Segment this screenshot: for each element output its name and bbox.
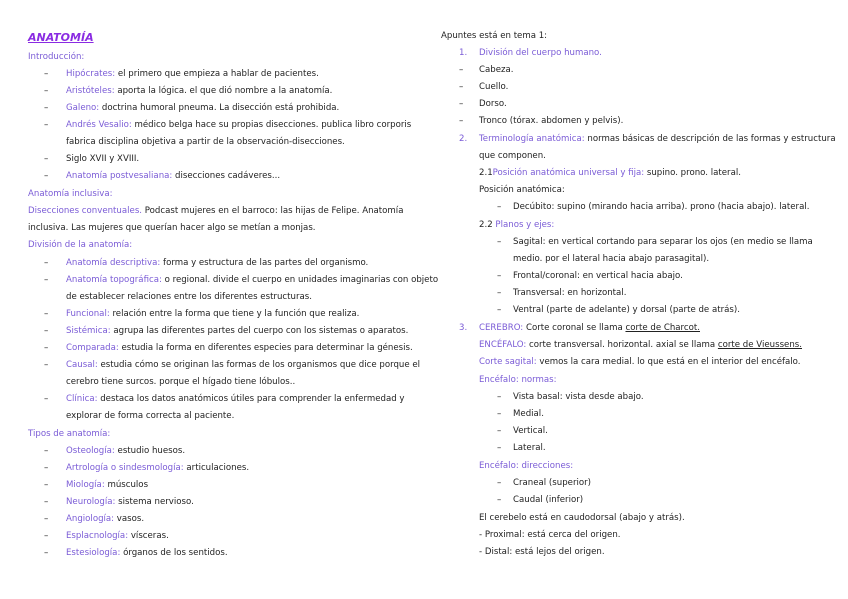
types-heading: Tipos de anatomía: [28,429,111,439]
list-item: – [44,69,49,79]
list-item: Estesiología: órganos de los sentidos. [66,548,228,558]
list-item: Hipócrates: el primero que empieza a hablar de pacientes. [66,69,319,79]
directions-label: Encéfalo: direcciones: [479,461,574,471]
list-item: Frontal/coronal: en vertical hacia abajo. [513,271,683,281]
list-item-continuation: cerebro tiene surcos. porque el hígado tiene lóbulos.. [66,377,296,387]
list-item: Galeno: doctrina humoral pneuma. La disección está prohibida. [66,103,340,113]
cerebellum-line: El cerebelo está en caudodorsal (abajo y atrás). [479,513,685,523]
sagittal-line: Corte sagital: vemos la cara medial. lo que está en el interior del encéfalo. [479,357,801,367]
encephalon-line: ENCÉFALO: corte transversal. horizontal. axial se llama corte de Vieussens. [479,340,802,350]
list-item: Transversal: en horizontal. [513,288,627,298]
list-item: Ventral (parte de adelante) y dorsal (parte de atrás). [513,305,740,315]
inclusive-text-continuation: inclusiva. Las mujeres que querían hacer algo se metían a monjas. [28,223,316,233]
list-item-continuation: medio. por el lateral hacia abajo parasagital). [513,254,710,264]
list-item: Vista basal: vista desde abajo. [513,392,644,402]
list-item: Osteología: estudio huesos. [66,446,186,456]
section-title: Terminología anatómica: normas básicas de descripción de las formas y estructura [479,134,836,144]
notes-heading: Apuntes está en tema 1: [441,31,548,41]
division-heading: División de la anatomía: [28,240,133,250]
section-number: 3. [459,323,468,333]
list-item: Craneal (superior) [513,478,592,488]
subsection-2-2: 2.2 Planos y ejes: [479,220,555,230]
norms-label: Encéfalo: normas: [479,375,557,385]
list-item: Cabeza. [479,65,514,75]
list-item: Artrología o sindesmología: articulaciones. [66,463,250,473]
list-item: Aristóteles: aporta la lógica. el que dió nombre a la anatomía. [66,86,333,96]
list-item: Medial. [513,409,544,419]
section-title: CEREBRO: Corte coronal se llama corte de Charcot. [479,323,700,333]
position-label: Posición anatómica: [479,185,565,195]
inclusive-text: Disecciones conventuales. Podcast mujeres en el barroco: las hijas de Felipe. Anatomía [28,206,404,216]
list-item: Esplacnología: vísceras. [66,531,169,541]
page-title: ANATOMÍA [28,31,94,44]
list-item-continuation: explorar de forma correcta al paciente. [66,411,235,421]
list-item: Tronco (tórax. abdomen y pelvis). [479,116,624,126]
subsection-2-1: 2.1Posición anatómica universal y fija: supino. prono. lateral. [479,168,741,178]
list-item: Miología: músculos [66,480,149,490]
section-title: División del cuerpo humano. [479,48,602,58]
list-item: Comparada: estudia la forma en diferentes especies para determinar la génesis. [66,343,413,353]
proximal-line: - Proximal: está cerca del origen. [479,530,621,540]
list-item-continuation: fabrica disciplina objetiva a partir de la observación-disecciones. [66,137,345,147]
list-item: Lateral. [513,443,546,453]
list-item: Anatomía topográfica: o regional. divide el cuerpo en unidades imaginarias con objeto [66,275,439,285]
intro-heading: Introducción: [28,52,85,62]
list-item: Decúbito: supino (mirando hacia arriba). prono (hacia abajo). lateral. [513,202,810,212]
list-item: Funcional: relación entre la forma que tiene y la función que realiza. [66,309,360,319]
list-item: Andrés Vesalio: médico belga hace su propias disecciones. publica libro corporis [66,120,412,130]
section-number: 2. [459,134,468,144]
list-item: Sistémica: agrupa las diferentes partes del cuerpo con los sistemas o aparatos. [66,326,409,336]
list-item: Angiología: vasos. [66,514,145,524]
inclusive-heading: Anatomía inclusiva: [28,189,113,199]
section-title-continuation: que componen. [479,151,546,161]
list-item: Anatomía postvesaliana: disecciones cadáveres... [66,171,281,181]
list-item: Sagital: en vertical cortando para separar los ojos (en medio se llama [513,237,813,247]
list-item: Caudal (inferior) [513,495,584,505]
distal-line: - Distal: está lejos del origen. [479,547,605,557]
list-item: Cuello. [479,82,509,92]
list-item-continuation: de establecer relaciones entre los diferentes estructuras. [66,292,312,302]
list-item: Clínica: destaca los datos anatómicos útiles para comprender la enfermedad y [66,394,405,404]
list-item: Anatomía descriptiva: forma y estructura de las partes del organismo. [66,258,369,268]
list-item: Siglo XVII y XVIII. [66,154,140,164]
list-item: Neurología: sistema nervioso. [66,497,194,507]
list-item: Dorso. [479,99,507,109]
list-item: Vertical. [513,426,548,436]
list-item: Causal: estudia cómo se originan las formas de los organismos que dice porque el [66,360,421,370]
section-number: 1. [459,48,468,58]
